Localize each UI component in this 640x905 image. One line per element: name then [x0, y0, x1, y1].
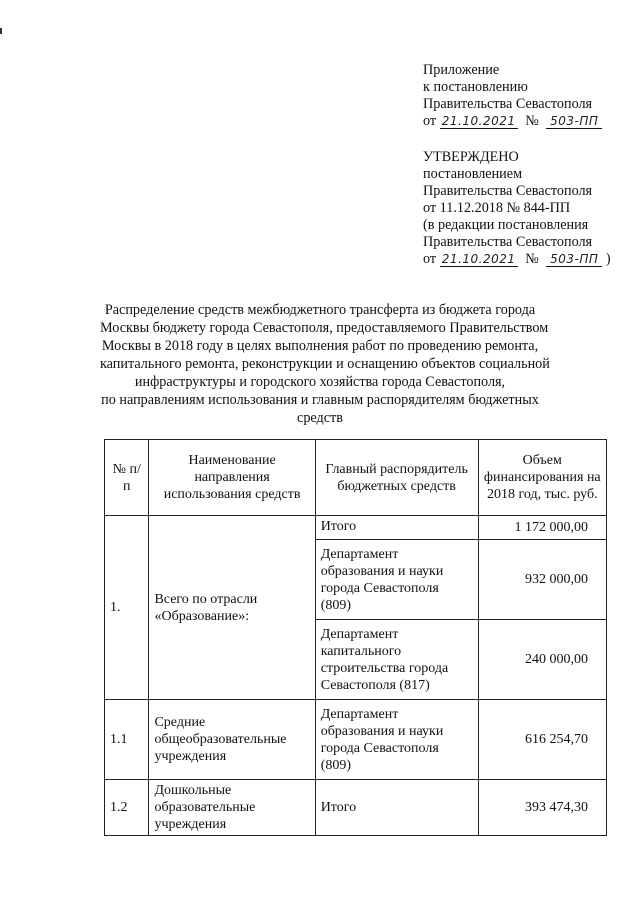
scan-mark [0, 28, 2, 34]
title-line: по направлениям использования и главным распорядителям бюджетных [101, 392, 539, 408]
row-amount: 240 000,00 [478, 620, 606, 700]
approved-block [423, 149, 623, 268]
header-manager: Главный распорядитель бюджетных средств [315, 440, 478, 516]
header-direction: Наименование направления использования средств [149, 440, 315, 516]
row-amount: 393 474,30 [478, 780, 606, 836]
title-line: средств [297, 410, 343, 426]
handwritten-date: 21.10.2021 [440, 252, 518, 267]
approved-line: (в редакции постановления [423, 217, 589, 233]
row-direction: Дошкольные образовательные учреждения [149, 780, 315, 836]
table-row [105, 700, 607, 780]
row-manager: Итого [315, 516, 478, 540]
approved-date-line [423, 251, 623, 268]
row-amount: 616 254,70 [478, 700, 606, 780]
header-number: № п/п [105, 440, 149, 516]
handwritten-number: 503-ПП [546, 252, 602, 267]
title-line: Москвы в 2018 году в целях выполнения работ по проведению ремонта, [101, 338, 539, 354]
row-amount: 1 172 000,00 [478, 516, 606, 540]
title-line: Москвы бюджету города Севастополя, предоставляемого Правительством [100, 320, 549, 336]
row-manager: Департамент капитального строительства города Севастополя (817) [315, 620, 478, 700]
row-amount: 932 000,00 [478, 540, 606, 620]
funding-table [104, 439, 607, 836]
row-number: 1.1 [105, 700, 149, 780]
row-direction: Всего по отрасли «Образование»: [149, 516, 315, 700]
title-line: капитального ремонта, реконструкции и оснащению объектов социальной [100, 356, 550, 372]
row-manager: Департамент образования и науки города Севастополя (809) [315, 540, 478, 620]
annex-line: Приложение [423, 62, 500, 78]
annex-date-line [423, 113, 623, 130]
title-line: Распределение средств межбюджетного трансферта из бюджета города [104, 302, 536, 318]
table-row [105, 780, 607, 836]
number-sign: № [525, 251, 539, 267]
approved-line: Правительства Севастополя [423, 183, 593, 199]
table-header-row [105, 440, 607, 516]
row-number: 1.2 [105, 780, 149, 836]
annex-line: Правительства Севастополя [423, 96, 593, 112]
row-number: 1. [105, 516, 149, 700]
row-direction: Средние общеобразовательные учреждения [149, 700, 315, 780]
approved-line: от 11.12.2018 № 844-ПП [423, 200, 571, 216]
date-prefix: от [423, 251, 437, 267]
number-sign: № [525, 113, 539, 129]
closing-paren: ) [605, 251, 611, 267]
handwritten-date: 21.10.2021 [440, 114, 518, 129]
document-title [100, 301, 550, 427]
row-manager: Департамент образования и науки города Севастополя (809) [315, 700, 478, 780]
approved-line: постановлением [423, 166, 523, 182]
approved-line: Правительства Севастополя [423, 234, 593, 250]
table-row [105, 516, 607, 540]
handwritten-number: 503-ПП [546, 114, 602, 129]
header-amount: Объем финансирования на 2018 год, тыс. руб. [478, 440, 606, 516]
date-prefix: от [423, 113, 437, 129]
row-manager: Итого [315, 780, 478, 836]
title-line: инфраструктуры и городского хозяйства города Севастополя, [134, 374, 506, 390]
approved-heading: УТВЕРЖДЕНО [423, 149, 519, 165]
annex-block [423, 62, 623, 130]
annex-line: к постановлению [423, 79, 528, 95]
